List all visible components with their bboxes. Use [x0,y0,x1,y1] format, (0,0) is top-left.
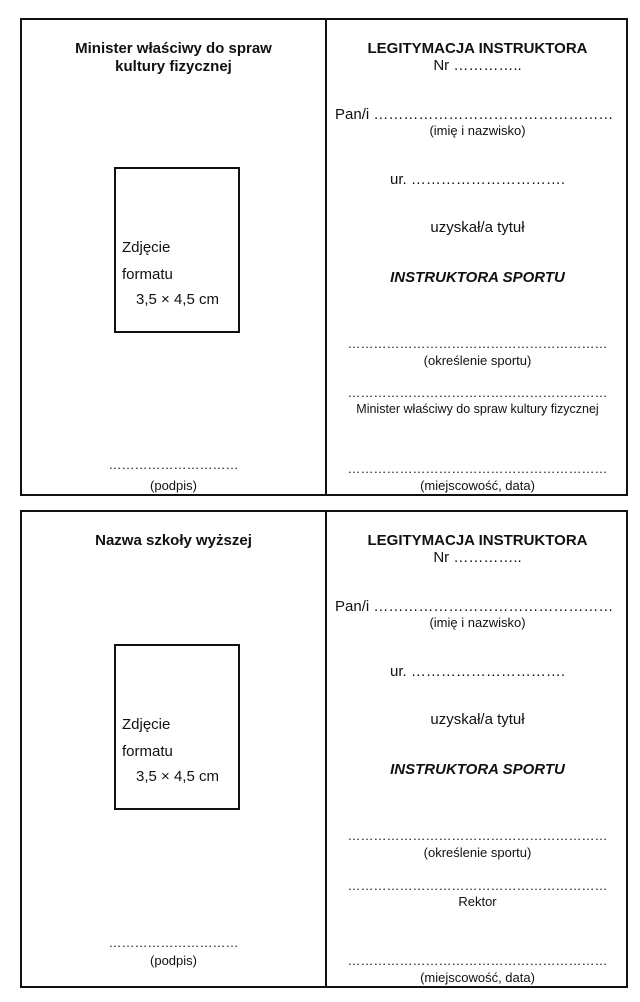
place-date-caption: (miejscowość, data) [420,478,535,493]
id-card-ministry [20,18,628,496]
sport-caption: (określenie sportu) [423,845,532,860]
photo-label-line1: Zdjęcie [122,239,171,256]
authority-caption: Minister właściwy do spraw kultury fizycznej [356,402,599,416]
birth-date-line: ur. …………………………. [389,171,565,188]
holder-name-caption: (imię i nazwisko) [429,615,526,630]
holder-name-caption: (imię i nazwisko) [429,123,526,138]
signature-line: ………………………… [108,457,239,472]
place-date-line: …………………………………………………… [347,461,608,476]
photo-label-line3: 3,5 × 4,5 cm [136,291,219,308]
card-number-line: Nr ………….. [433,549,522,566]
photo-placeholder [114,167,240,333]
holder-name-line: Pan/i ………………………………………… [335,106,614,123]
signature-caption: (podpis) [150,478,197,493]
card-heading: LEGITYMACJA INSTRUKTORA [367,532,588,549]
id-card-university [20,510,628,988]
issuer-title-line1: Minister właściwy do spraw [75,40,272,57]
card-heading: LEGITYMACJA INSTRUKTORA [367,40,588,57]
instructor-title: INSTRUKTORA SPORTU [390,269,565,286]
place-date-caption: (miejscowość, data) [420,970,535,985]
photo-label-line2: formatu [122,266,173,283]
signature-line: ………………………… [108,935,239,950]
authority-line: …………………………………………………… [347,878,608,893]
card-divider [325,512,327,986]
photo-label-line1: Zdjęcie [122,716,171,733]
obtained-title-text: uzyskał/a tytuł [430,711,525,728]
photo-label-line2: formatu [122,743,173,760]
obtained-title-text: uzyskał/a tytuł [430,219,525,236]
card-divider [325,20,327,494]
instructor-title: INSTRUKTORA SPORTU [390,761,565,778]
sport-line: …………………………………………………… [347,828,608,843]
photo-label-line3: 3,5 × 4,5 cm [136,768,219,785]
issuer-title-line1: Nazwa szkoły wyższej [95,532,252,549]
place-date-line: …………………………………………………… [347,953,608,968]
signature-caption: (podpis) [150,953,197,968]
sport-line: …………………………………………………… [347,336,608,351]
photo-placeholder [114,644,240,810]
holder-name-line: Pan/i ………………………………………… [335,598,614,615]
birth-date-line: ur. …………………………. [389,663,565,680]
card-number-line: Nr ………….. [433,57,522,74]
authority-line: …………………………………………………… [347,385,608,400]
issuer-title-line2: kultury fizycznej [115,58,232,75]
authority-caption: Rektor [458,894,497,909]
sport-caption: (określenie sportu) [423,353,532,368]
